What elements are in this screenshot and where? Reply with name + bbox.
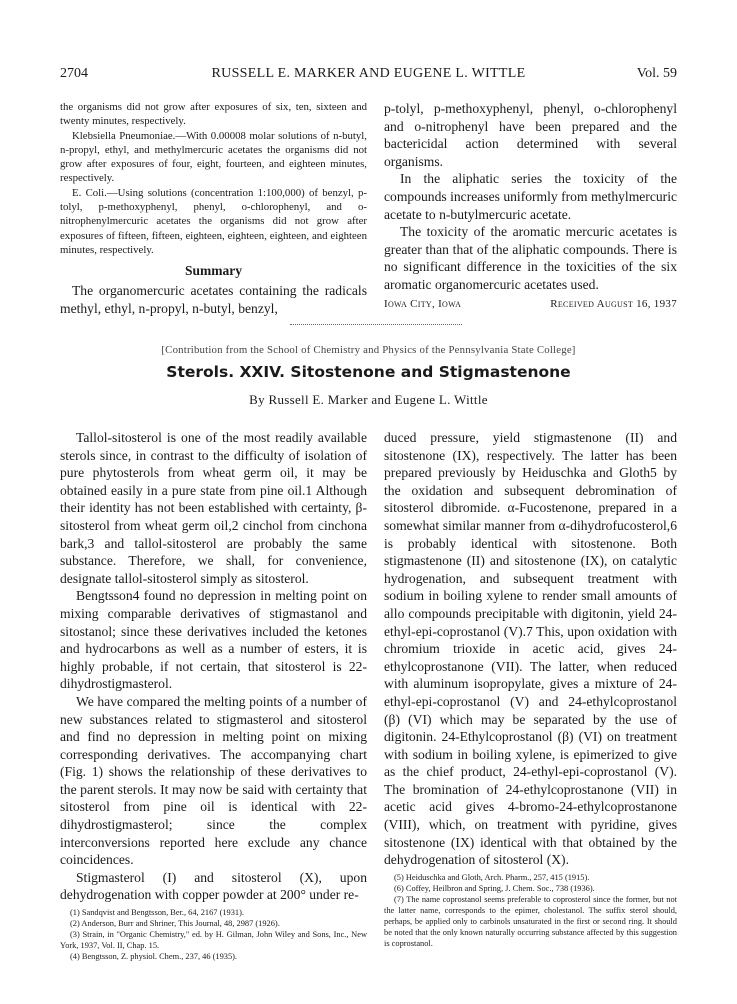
article-right-column bbox=[384, 429, 677, 949]
contribution-line: [Contribution from the School of Chemistry and Physics of the Pennsylvania State College] bbox=[161, 344, 576, 356]
volume-label: Vol. 59 bbox=[636, 66, 677, 81]
paragraph: Stigmasterol (I) and sitosterol (X), upon dehydrogenation with copper powder at 200° under re- bbox=[60, 869, 367, 903]
paragraph: p-tolyl, p-methoxyphenyl, phenyl, o-chlorophenyl and o-nitrophenyl have been prepared and the bactericidal action determined with several organisms. bbox=[384, 101, 677, 169]
footnote: (7) The name coprostanol seems preferable to coprosterol since the former, but not the latter name, corresponds to the epimer, cholestanol. The suffix sterol should, perhaps, be applied only to carbinols unsaturated in the first or second ring. It should be noted that the only known naturally occurring substance affected by this suggestion is coprostanol. bbox=[384, 894, 677, 948]
paragraph: the organisms did not grow after exposures of six, ten, sixteen and twenty minutes, respectively. bbox=[60, 101, 367, 128]
paragraph: Klebsiella Pneumoniae.—With 0.00008 molar solutions of n-butyl, n-propyl, ethyl, and methylmercuric acetates the organisms did not grow after exposures of four, eight, fourteen, and eighteen minutes, respectively. bbox=[60, 129, 367, 185]
paragraph: duced pressure, yield stigmastenone (II) and sitostenone (IX), respectively. The latter has been prepared previously by Heiduschka and Gloth5 by the oxidation and subsequent debromination of sitosterol dibromide. α-Fucostenone, prepared in a somewhat similar manner from α-dihydrofucosterol,6 is probably identical with sitostenone. Both stigmastenone (II) and sitostenone (IX), on catalytic hydrogenation, and subsequent treatment with sodium in boiling xylene to render small amounts of allo compounds precipitable with digitonin, yield 24-ethyl-epi-coprostanol (V).7 This, upon oxidation with chromium trioxide in acetic acid, gives 24-ethylcoprostanone (VII). The latter, when reduced with aluminum isopropylate, gives a mixture of 24-ethyl-epi-coprostanol (V) and 24-ethylcoprostanol (β) (VI) which may be separated by the use of digitonin. 24-Ethylcoprostanol (β) (VI) on treatment with sodium in boiling xylene, is epimerized to give as the chief product, 24-ethyl-epi-coprostanol (V). The bromination of 24-ethylcoprostanone (VII) in acetic acid gives 4-bromo-24-ethylcoprostanone (VIII), which, on treatment with pyridine, gives sitostenone (IX) identical with that obtained by the dehydrogenation of sitosterol (X). bbox=[384, 430, 677, 868]
footnote: (5) Heiduschka and Gloth, Arch. Pharm., 257, 415 (1915). bbox=[394, 872, 590, 882]
paragraph: Bengtsson4 found no depression in melting point on mixing comparable derivatives of stigmastanol and sitostanol; since these derivatives included the ketones and hydrocarbons as well as a number of esters, it is highly probable, if not certain, that sitosterol is 22-dihydrostigmasterol. bbox=[60, 588, 367, 692]
running-header bbox=[60, 66, 677, 86]
byline: By Russell E. Marker and Eugene L. Wittle bbox=[249, 392, 488, 407]
paragraph: In the aliphatic series the toxicity of the compounds increases uniformly from methylmercuric acetate to n-butylmercuric acetate. bbox=[384, 171, 677, 222]
footnote: (6) Coffey, Heilbron and Spring, J. Chem. Soc., 738 (1936). bbox=[394, 883, 595, 893]
footnote: (4) Bengtsson, Z. physiol. Chem., 237, 46 (1935). bbox=[70, 952, 238, 962]
previous-article-right-column bbox=[384, 100, 677, 312]
footnote: (3) Strain, in "Organic Chemistry," ed. by H. Gilman, John Wiley and Sons, Inc., New York, 1937, Vol. II, Chap. 15. bbox=[60, 930, 367, 951]
article-title: Sterols. XXIV. Sitostenone and Stigmastenone bbox=[166, 363, 571, 381]
paragraph: Tallol-sitosterol is one of the most readily available sterols since, in contrast to the difficulty of isolation of pure phytosterols from wheat germ oil, it may be obtained easily in a pure state from pine oil.1 Although their identity has not been established with certainty, β-sitosterol from wheat germ oil,2 cinchol from cinchona bark,3 and tallol-sitosterol are probably the same substance. Therefore, we shall, for convenience, designate tallol-sitosterol simply as sitosterol. bbox=[60, 430, 367, 586]
section-divider bbox=[290, 324, 462, 325]
received-date: Received August 16, 1937 bbox=[550, 297, 677, 310]
paragraph: The toxicity of the aromatic mercuric acetates is greater than that of the aliphatic compounds. There is no significant difference in the toxicities of the six aromatic organomercuric acetates used. bbox=[384, 224, 677, 292]
summary-heading: Summary bbox=[185, 263, 242, 279]
running-title: RUSSELL E. MARKER AND EUGENE L. WITTLE bbox=[211, 66, 526, 81]
article-left-column bbox=[60, 429, 367, 962]
paragraph: E. Coli.—Using solutions (concentration 1:100,000) of benzyl, p-tolyl, p-methoxyphenyl, phenyl, o-chlorophenyl, and o-nitrophenylmercuric acetates the organisms did not grow after exposures of fifteen, fifteen, eighteen, eighteen, eighteen, and eighteen minutes, respectively. bbox=[60, 186, 367, 256]
footnotes bbox=[60, 907, 367, 962]
summary-paragraph: The organomercuric acetates containing the radicals methyl, ethyl, n-propyl, n-butyl, benzyl, bbox=[60, 283, 367, 316]
paragraph: We have compared the melting points of a number of new substances related to stigmasterol and sitosterol and find no depression in melting point on mixing corresponding derivatives. The accompanying chart (Fig. 1) shows the relationship of these derivatives to the parent sterols. It may now be said with certainty that sitosterol from pine oil is identical with 22-dihydrostigmasterol; since the complex interconversions reported here exclude any chance coincidences. bbox=[60, 693, 367, 868]
footnote: (1) Sandqvist and Bengtsson, Ber., 64, 2167 (1931). bbox=[70, 908, 245, 918]
footnotes bbox=[384, 872, 677, 949]
previous-article-left-column bbox=[60, 100, 367, 317]
place: Iowa City, Iowa bbox=[384, 297, 462, 310]
page-number: 2704 bbox=[60, 66, 88, 81]
footnote: (2) Anderson, Burr and Shriner, This Journal, 48, 2987 (1926). bbox=[70, 919, 280, 929]
received-line bbox=[384, 296, 677, 312]
